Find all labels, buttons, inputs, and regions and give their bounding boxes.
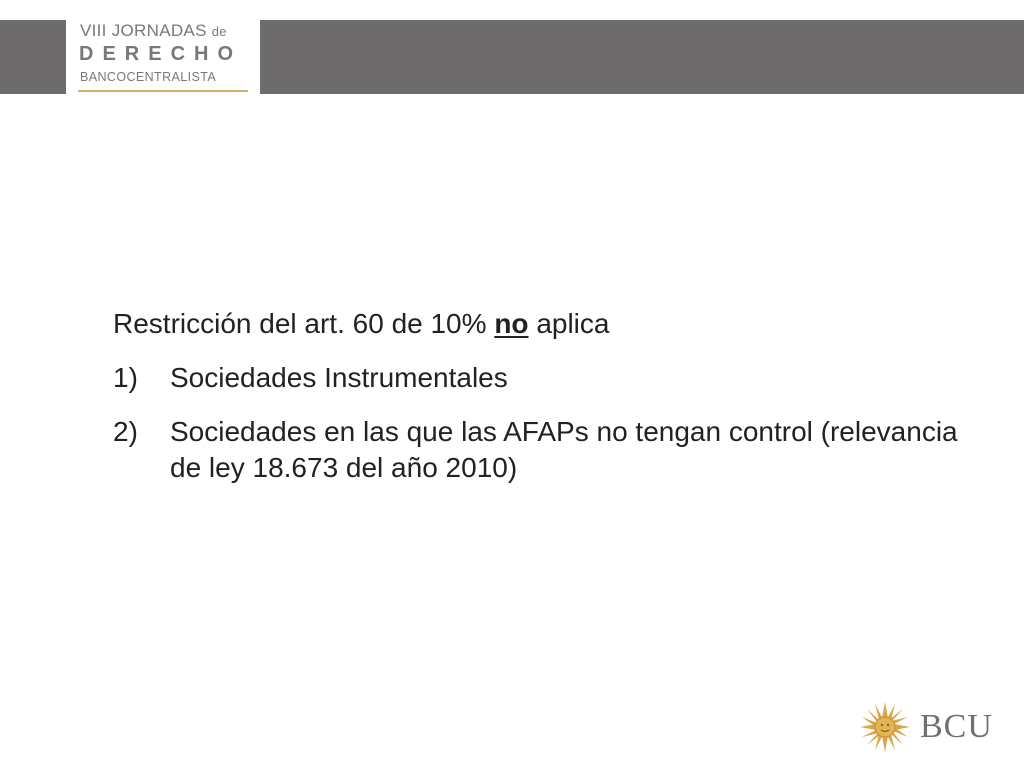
list-item — [113, 414, 973, 486]
list-text: Sociedades en las que las AFAPs no tengan control (relevancia de ley 18.673 del año 2010) — [170, 416, 958, 483]
intro-line: Restricción del art. 60 de 10% no aplica — [113, 308, 610, 339]
logo-gold-rule — [78, 90, 248, 92]
logo-title-line: VIII JORNADAS de — [80, 21, 227, 40]
logo-bancocentralista: BANCOCENTRALISTA — [80, 70, 217, 84]
list-text: Sociedades Instrumentales — [170, 362, 508, 393]
jornadas-logo — [66, 12, 260, 98]
logo-derecho: DERECHO — [79, 43, 243, 65]
bcu-wordmark: BCU — [920, 708, 993, 745]
list-number: 2) — [113, 416, 138, 447]
slide-body — [113, 306, 973, 504]
bcu-logo — [858, 700, 1008, 754]
emphasis-no: no — [494, 308, 529, 339]
sun-icon — [858, 700, 912, 754]
list-number: 1) — [113, 362, 138, 393]
list-item — [113, 360, 973, 396]
